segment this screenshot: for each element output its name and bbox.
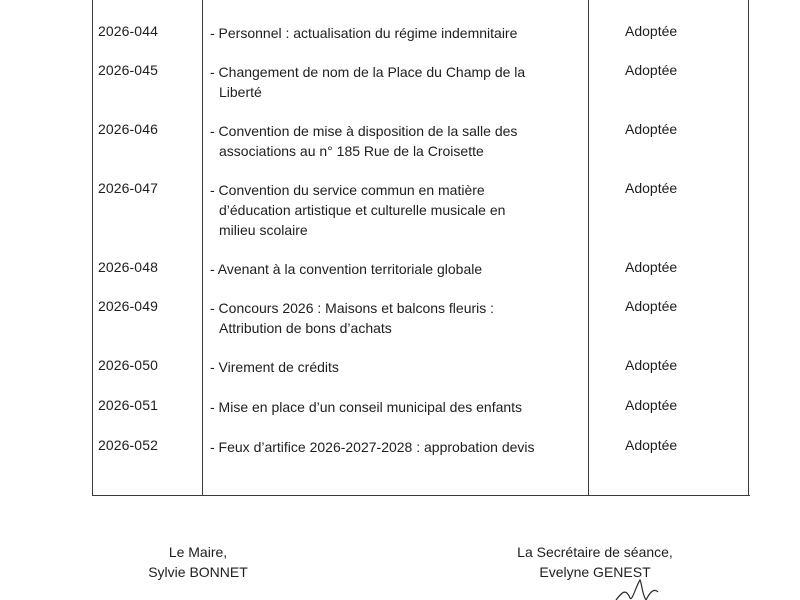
deliberation-number: 2026-045 (98, 62, 158, 78)
deliberation-number: 2026-052 (98, 437, 158, 453)
deliberation-subject (210, 397, 580, 417)
vote-result: Adoptée (625, 62, 678, 78)
deliberation-subject (210, 259, 580, 279)
deliberation-number: 2026-049 (98, 298, 158, 314)
subject-line: associations au n° 185 Rue de la Croisette (219, 143, 484, 159)
subject-line: - Convention du service commun en matière (210, 182, 485, 198)
subject-line: - Feux d’artifice 2026-2027-2028 : approbation devis (210, 439, 535, 455)
deliberation-subject (210, 121, 580, 161)
deliberation-number: 2026-048 (98, 259, 158, 275)
vote-result: Adoptée (625, 357, 678, 373)
subject-line: Liberté (219, 84, 262, 100)
secretary-role: La Secrétaire de séance, (517, 544, 673, 560)
table-column-divider-result (588, 0, 589, 496)
deliberation-subject (210, 437, 580, 457)
subject-line: Attribution de bons d’achats (219, 320, 392, 336)
vote-result: Adoptée (625, 121, 678, 137)
subject-line: d’éducation artistique et culturelle musicale en (219, 202, 506, 218)
vote-result: Adoptée (625, 397, 678, 413)
deliberation-number: 2026-050 (98, 357, 158, 373)
table-column-divider-number (202, 0, 203, 496)
deliberation-subject (210, 180, 580, 240)
subject-line: milieu scolaire (219, 222, 308, 238)
mayor-role: Le Maire, (168, 544, 228, 560)
deliberation-number: 2026-046 (98, 121, 158, 137)
subject-line: - Concours 2026 : Maisons et balcons fleuris : (210, 300, 495, 316)
secretary-name: Evelyne GENEST (539, 564, 651, 580)
handwritten-signature-icon (612, 578, 682, 600)
deliberation-subject (210, 62, 580, 102)
vote-result: Adoptée (625, 180, 678, 196)
deliberation-number: 2026-044 (98, 23, 158, 39)
subject-line: - Convention de mise à disposition de la salle des (210, 123, 518, 139)
cropped-previous-row-text (210, 0, 590, 10)
table-border-right (748, 0, 749, 496)
subject-line: - Changement de nom de la Place du Champ de la (210, 64, 526, 80)
vote-result: Adoptée (625, 437, 678, 453)
table-border-bottom (92, 495, 750, 496)
deliberation-subject (210, 23, 580, 43)
mayor-signature-block (128, 542, 268, 582)
deliberation-subject (210, 357, 580, 377)
vote-result: Adoptée (625, 259, 678, 275)
subject-line: - Avenant à la convention territoriale globale (210, 261, 483, 277)
deliberation-number: 2026-047 (98, 180, 158, 196)
subject-line: - Virement de crédits (210, 359, 339, 375)
subject-line: - Personnel : actualisation du régime indemnitaire (210, 25, 518, 41)
table-border-left (92, 0, 93, 496)
subject-line: - Mise en place d’un conseil municipal des enfants (210, 399, 523, 415)
secretary-signature-block (500, 542, 690, 582)
deliberation-subject (210, 298, 580, 338)
vote-result: Adoptée (625, 23, 678, 39)
deliberation-number: 2026-051 (98, 397, 158, 413)
vote-result: Adoptée (625, 298, 678, 314)
mayor-name: Sylvie BONNET (148, 564, 248, 580)
